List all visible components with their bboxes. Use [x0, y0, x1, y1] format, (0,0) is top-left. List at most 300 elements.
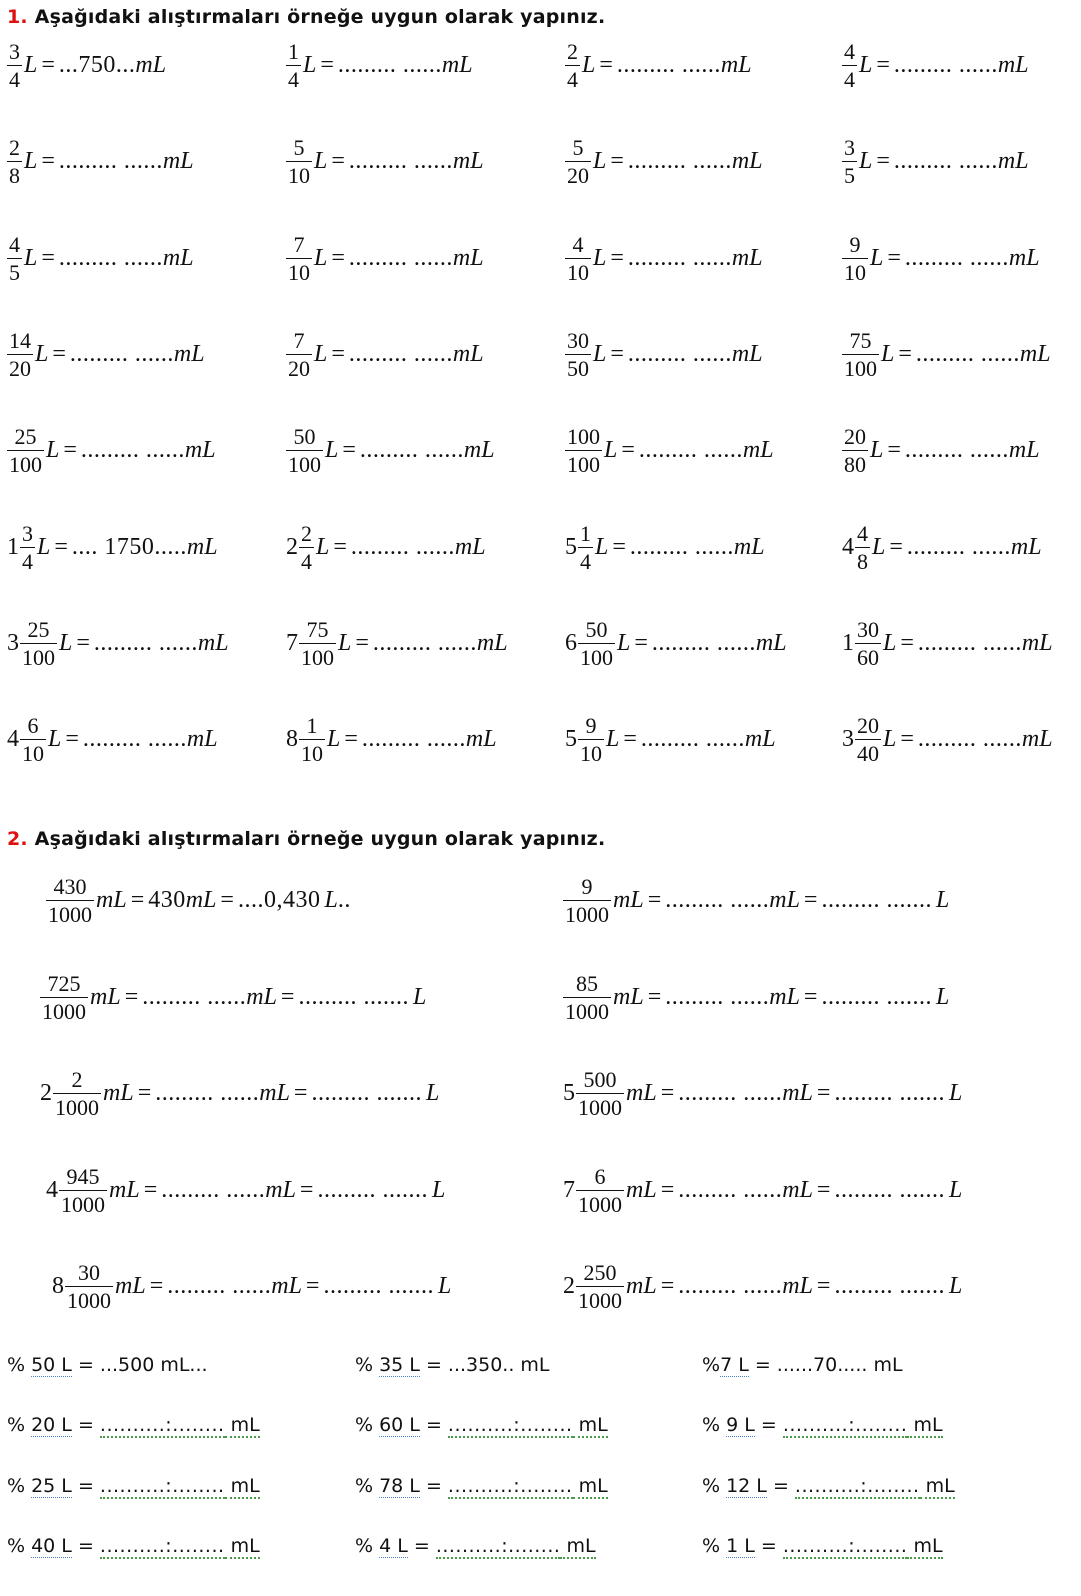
- unit-milliliter: mL: [454, 533, 486, 560]
- numerator: 75: [849, 327, 872, 353]
- denominator: 40: [857, 741, 879, 767]
- unit-milliliter: mL: [1010, 533, 1042, 560]
- equals-sign: =: [41, 52, 55, 78]
- whole-number: 7: [286, 629, 298, 656]
- numerator: 1: [306, 713, 318, 739]
- unit-milliliter: mL: [907, 1534, 943, 1557]
- unit-liter: L: [883, 629, 897, 656]
- unit-milliliter: mL: [1019, 340, 1051, 367]
- percent-sign: %: [7, 1474, 32, 1497]
- unit-milliliter: mL: [185, 887, 217, 913]
- unit-milliliter: mL: [782, 1273, 813, 1299]
- answer-blank[interactable]: ......... ......: [69, 340, 174, 367]
- fraction: [53, 1066, 101, 1121]
- equals-sign: =: [344, 726, 358, 753]
- unit-liter: L: [870, 437, 884, 464]
- unit-milliliter: mL: [733, 533, 765, 560]
- liter-to-ml-exercise: [286, 327, 484, 382]
- unit-liter: L: [48, 726, 62, 753]
- numerator: 4: [857, 520, 868, 546]
- intermediate-blank[interactable]: ......... ......: [678, 1080, 783, 1106]
- unit-liter: L: [338, 629, 352, 656]
- unit-liter: L: [948, 1176, 963, 1203]
- equals-sign: =: [299, 1176, 314, 1203]
- unit-milliliter: mL: [572, 1474, 608, 1497]
- equals-sign: =: [660, 1273, 675, 1299]
- numerator: 4: [9, 231, 20, 257]
- intermediate-blank[interactable]: ......... ......: [665, 983, 770, 1010]
- unit-milliliter: mL: [626, 1176, 657, 1203]
- fraction: [7, 327, 33, 382]
- percent-sign: %: [7, 1414, 32, 1437]
- answer-blank[interactable]: ......... ......: [651, 629, 756, 656]
- equals-sign: =: [124, 983, 139, 1010]
- unit-milliliter: mL: [135, 52, 167, 78]
- answer-blank[interactable]: .... 1750.....: [71, 533, 187, 560]
- answer-blank[interactable]: ......... ......: [616, 52, 721, 78]
- denominator: 100: [288, 452, 321, 478]
- denominator: 1000: [48, 902, 92, 927]
- answer-blank[interactable]: ......... ......: [904, 437, 1009, 464]
- intermediate-blank[interactable]: ......... ......: [167, 1273, 272, 1299]
- unit-milliliter: mL: [476, 629, 508, 656]
- denominator: 1000: [61, 1191, 105, 1217]
- equals-sign: =: [900, 629, 914, 656]
- unit-milliliter: mL: [452, 148, 484, 175]
- fraction: [563, 970, 611, 1025]
- denominator: 100: [22, 644, 55, 670]
- equals-sign: =: [623, 726, 637, 753]
- fraction: [565, 327, 591, 382]
- liter-to-ml-exercise: [842, 616, 1053, 671]
- answer-blank[interactable]: ......... .......: [834, 1273, 945, 1299]
- denominator: 10: [567, 259, 589, 285]
- liter-to-ml-exercise: [565, 327, 763, 382]
- equals-sign: =: [65, 726, 79, 753]
- unit-milliliter: mL: [162, 148, 194, 175]
- denominator: 4: [301, 548, 312, 574]
- equals-sign: =: [610, 244, 624, 271]
- fraction: [855, 616, 881, 671]
- answer-blank[interactable]: ......... ......: [627, 340, 732, 367]
- equals-sign: =: [220, 887, 234, 913]
- ml-to-liter-exercise: [563, 1259, 962, 1314]
- fraction: [576, 1163, 624, 1218]
- equals-sign: =: [816, 1176, 831, 1203]
- numerator: 6: [594, 1163, 606, 1189]
- fraction: [842, 38, 857, 93]
- equals-sign: =: [610, 340, 624, 367]
- equals-sign: =: [76, 629, 90, 656]
- equals-sign: =: [900, 726, 914, 753]
- percent-exercise: [7, 1475, 260, 1497]
- fraction: [855, 712, 881, 767]
- answer-blank[interactable]: ......... .......: [821, 983, 932, 1010]
- liter-to-ml-exercise: [842, 231, 1040, 286]
- fraction: [286, 134, 312, 189]
- equals-sign: =: [71, 1534, 100, 1557]
- answer-blank[interactable]: ......... ......: [361, 726, 466, 753]
- numerator: 6: [27, 713, 39, 739]
- fraction: [842, 327, 879, 382]
- whole-number: 5: [565, 726, 577, 753]
- answer-blank[interactable]: ..........:........: [99, 1414, 225, 1437]
- equals-sign: =: [889, 533, 903, 560]
- unit-milliliter: mL: [224, 1474, 260, 1497]
- answer-blank[interactable]: ......... ......: [93, 629, 198, 656]
- equals-sign: =: [887, 244, 901, 271]
- answer-blank[interactable]: ......... ......: [904, 244, 1009, 271]
- unit-milliliter: mL: [1021, 629, 1053, 656]
- unit-milliliter: mL: [224, 1414, 260, 1437]
- equals-sign: =: [333, 533, 347, 560]
- equals-sign: =: [305, 1273, 320, 1299]
- answer-blank[interactable]: ..........:........: [99, 1534, 225, 1557]
- unit-milliliter: mL: [1021, 726, 1053, 753]
- answer-blank[interactable]: ......... ......: [640, 726, 745, 753]
- denominator: 60: [857, 644, 879, 670]
- whole-number: 3: [842, 726, 854, 753]
- answer-blank[interactable]: ......... ......: [337, 52, 442, 78]
- unit-milliliter: mL: [109, 1176, 140, 1203]
- answer-blank[interactable]: ......... .......: [834, 1176, 945, 1203]
- liter-to-ml-exercise: [286, 423, 495, 478]
- unit-liter: L: [59, 629, 73, 656]
- answer-blank[interactable]: ......... ......: [893, 148, 998, 175]
- whole-number: 4: [7, 726, 19, 753]
- numerator: 75: [306, 616, 329, 642]
- equals-sign: =: [331, 148, 345, 175]
- unit-liter: L: [604, 437, 618, 464]
- numerator: 4: [844, 39, 855, 64]
- denominator: 100: [9, 452, 42, 478]
- percent-value: 50 L: [31, 1354, 72, 1376]
- fraction: [842, 134, 857, 189]
- fraction: [563, 873, 611, 928]
- unit-liter: L: [593, 340, 607, 367]
- liter-to-ml-exercise: [565, 231, 763, 286]
- percent-value: 60 L: [379, 1414, 420, 1437]
- denominator: 20: [9, 355, 31, 381]
- answer-blank[interactable]: ......... ......: [629, 533, 734, 560]
- liter-to-ml-exercise: [7, 616, 229, 671]
- unit-liter: L: [859, 52, 873, 78]
- answer-blank[interactable]: ......... .......: [323, 1273, 434, 1299]
- answer-blank[interactable]: ......70.....: [776, 1354, 868, 1376]
- whole-number: 5: [565, 533, 577, 560]
- answer-blank[interactable]: ......... ......: [359, 437, 464, 464]
- numerator: 100: [567, 424, 600, 450]
- unit-liter: L: [324, 887, 338, 913]
- percent-sign: %: [355, 1414, 380, 1437]
- numerator: 9: [849, 231, 861, 257]
- unit-milliliter: mL: [271, 1273, 302, 1299]
- section-1-heading: [7, 6, 605, 28]
- liter-to-ml-exercise: [565, 616, 787, 671]
- unit-milliliter: mL: [259, 1080, 290, 1106]
- numerator: 30: [857, 616, 879, 642]
- unit-liter: L: [37, 533, 51, 560]
- equals-sign: =: [754, 1414, 783, 1437]
- unit-milliliter: mL: [246, 983, 277, 1010]
- equals-sign: =: [898, 340, 912, 367]
- answer-blank[interactable]: ..........:........: [435, 1534, 561, 1557]
- percent-value: 12 L: [726, 1474, 767, 1497]
- unit-milliliter: mL: [919, 1474, 955, 1497]
- answer-blank[interactable]: ..........:........: [782, 1414, 908, 1437]
- answer-blank[interactable]: ......... ......: [638, 437, 743, 464]
- ml-to-liter-exercise: [563, 873, 949, 928]
- equals-sign: =: [419, 1354, 448, 1376]
- answer-blank[interactable]: ......... ......: [82, 726, 187, 753]
- numerator: 9: [585, 713, 597, 739]
- equals-sign: =: [419, 1474, 448, 1497]
- unit-liter: L: [948, 1080, 963, 1106]
- denominator: 4: [844, 67, 855, 92]
- fraction: [7, 423, 44, 478]
- unit-milliliter: mL: [514, 1354, 550, 1376]
- answer-blank[interactable]: ..........:........: [447, 1414, 573, 1437]
- unit-milliliter: mL: [186, 533, 218, 560]
- percent-exercise: [702, 1354, 903, 1376]
- whole-number: 8: [52, 1273, 64, 1299]
- denominator: 4: [567, 67, 578, 92]
- answer-blank[interactable]: ..........:........: [447, 1474, 573, 1497]
- answer-blank[interactable]: ..........:........: [99, 1474, 225, 1497]
- denominator: 20: [288, 355, 310, 381]
- unit-milliliter: mL: [742, 437, 774, 464]
- answer-blank[interactable]: ......... ......: [906, 533, 1011, 560]
- liter-to-ml-exercise: [7, 423, 216, 478]
- unit-milliliter: mL: [452, 340, 484, 367]
- ml-to-liter-exercise: [46, 873, 351, 928]
- percent-sign: %: [7, 1534, 32, 1557]
- denominator: 10: [288, 163, 310, 189]
- intermediate-blank[interactable]: ......... ......: [161, 1176, 266, 1203]
- unit-milliliter: mL: [115, 1273, 146, 1299]
- answer-blank[interactable]: ..........:........: [794, 1474, 920, 1497]
- unit-liter: L: [872, 533, 886, 560]
- percent-sign: %: [702, 1474, 727, 1497]
- liter-to-ml-exercise: [286, 616, 508, 671]
- denominator: 100: [844, 355, 877, 381]
- liter-to-ml-exercise: [286, 134, 484, 189]
- whole-number: 2: [563, 1273, 575, 1299]
- unit-milliliter: mL: [731, 340, 763, 367]
- numerator: 7: [293, 231, 305, 257]
- liter-to-ml-exercise: [286, 231, 484, 286]
- unit-milliliter: mL: [173, 340, 205, 367]
- section-2-heading: [7, 828, 605, 850]
- liter-to-ml-exercise: [565, 38, 752, 93]
- unit-milliliter: mL: [572, 1414, 608, 1437]
- equals-sign: =: [816, 1080, 831, 1106]
- answer-blank[interactable]: ...350..: [447, 1354, 515, 1376]
- answer-blank[interactable]: ...750...: [58, 52, 136, 78]
- fraction: [7, 231, 22, 286]
- fraction: [565, 38, 580, 93]
- unit-milliliter: mL: [867, 1354, 903, 1376]
- percent-value: 1 L: [726, 1534, 755, 1557]
- percent-exercise: [7, 1414, 260, 1436]
- fraction: [59, 1163, 107, 1218]
- equals-sign: =: [320, 52, 334, 78]
- fraction: [299, 520, 314, 575]
- percent-exercise: [702, 1475, 955, 1497]
- denominator: 100: [580, 644, 613, 670]
- unit-milliliter: mL: [441, 52, 473, 78]
- equals-sign: =: [41, 148, 55, 175]
- fraction: [578, 712, 604, 767]
- denominator: 100: [301, 644, 334, 670]
- fraction: [7, 38, 22, 93]
- fraction: [40, 970, 88, 1025]
- denominator: 4: [9, 67, 20, 92]
- unit-liter: L: [935, 983, 950, 1010]
- answer-blank[interactable]: ......... ......: [915, 340, 1020, 367]
- liter-to-ml-exercise: [842, 423, 1040, 478]
- numerator: 30: [567, 327, 589, 353]
- ml-to-liter-exercise: [40, 1066, 439, 1121]
- answer-blank[interactable]: ......... .......: [834, 1080, 945, 1106]
- fraction: [299, 616, 336, 671]
- whole-number: 7: [563, 1176, 575, 1203]
- equals-sign: =: [54, 533, 68, 560]
- equals-sign: =: [342, 437, 356, 464]
- ml-to-liter-exercise: [40, 970, 426, 1025]
- intermediate-blank[interactable]: ......... ......: [665, 887, 770, 913]
- unit-liter: L: [35, 340, 49, 367]
- answer-blank[interactable]: ......... ......: [80, 437, 185, 464]
- denominator: 80: [844, 452, 866, 478]
- answer-tail: ..: [337, 887, 351, 913]
- unit-milliliter: mL: [755, 629, 787, 656]
- unit-milliliter: mL: [463, 437, 495, 464]
- unit-milliliter: mL: [613, 983, 644, 1010]
- answer-blank[interactable]: ......... ......: [58, 148, 163, 175]
- unit-liter: L: [314, 148, 328, 175]
- numerator: 85: [576, 970, 598, 996]
- numerator: 3: [9, 39, 20, 64]
- unit-milliliter: mL: [769, 887, 800, 913]
- equals-sign: =: [63, 437, 77, 464]
- unit-milliliter: mL: [907, 1414, 943, 1437]
- equals-sign: =: [407, 1534, 436, 1557]
- section-1-title: Aşağıdaki alıştırmaları örneğe uygun olarak yapınız.: [34, 6, 606, 28]
- unit-liter: L: [431, 1176, 446, 1203]
- percent-value: 35 L: [379, 1354, 420, 1376]
- intermediate-blank[interactable]: ......... ......: [155, 1080, 260, 1106]
- numerator: 2: [301, 520, 312, 546]
- denominator: 4: [580, 548, 591, 574]
- answer-blank[interactable]: ......... .......: [298, 983, 409, 1010]
- answer-blank[interactable]: ......... .......: [821, 887, 932, 913]
- percent-value: 7 L: [720, 1354, 749, 1376]
- denominator: 1000: [565, 998, 609, 1024]
- denominator: 8: [9, 163, 20, 189]
- numerator: 20: [844, 424, 866, 450]
- unit-milliliter: mL: [162, 244, 194, 271]
- answer-blank[interactable]: ......... ......: [348, 340, 453, 367]
- answer-blank[interactable]: ......... ......: [58, 244, 163, 271]
- whole-number: 6: [565, 629, 577, 656]
- denominator: 10: [22, 741, 44, 767]
- equals-sign: =: [355, 629, 369, 656]
- intermediate-blank[interactable]: 430: [148, 887, 186, 913]
- numerator: 430: [53, 874, 87, 899]
- unit-milliliter: mL: [731, 148, 763, 175]
- answer-blank[interactable]: ......... ......: [627, 148, 732, 175]
- equals-sign: =: [331, 340, 345, 367]
- answer-blank[interactable]: ......... ......: [893, 52, 998, 78]
- answer-blank[interactable]: ...500 mL...: [99, 1354, 208, 1376]
- answer-blank[interactable]: ......... ......: [372, 629, 477, 656]
- numerator: 9: [581, 874, 593, 899]
- numerator: 2: [9, 135, 20, 161]
- denominator: 20: [567, 163, 589, 189]
- unit-liter: L: [437, 1273, 452, 1299]
- intermediate-blank[interactable]: ......... ......: [142, 983, 247, 1010]
- unit-liter: L: [606, 726, 620, 753]
- answer-blank[interactable]: ..........:........: [782, 1534, 908, 1557]
- section-1-number: 1.: [7, 6, 28, 28]
- percent-exercise: [7, 1354, 208, 1376]
- answer-blank[interactable]: ......... ......: [917, 726, 1022, 753]
- denominator: 1000: [578, 1191, 622, 1217]
- liter-to-ml-exercise: [842, 134, 1029, 189]
- percent-exercise: [7, 1535, 260, 1557]
- fraction: [286, 327, 312, 382]
- liter-to-ml-exercise: [7, 134, 194, 189]
- denominator: 8: [857, 548, 868, 574]
- numerator: 30: [78, 1260, 100, 1285]
- answer-blank[interactable]: ......... ......: [917, 629, 1022, 656]
- numerator: 500: [583, 1067, 617, 1092]
- unit-liter: L: [316, 533, 330, 560]
- answer-blank[interactable]: ......... ......: [627, 244, 732, 271]
- liter-to-ml-exercise: [286, 520, 486, 575]
- equals-sign: =: [803, 983, 818, 1010]
- unit-liter: L: [859, 148, 873, 175]
- denominator: 1000: [578, 1095, 622, 1120]
- unit-milliliter: mL: [1008, 437, 1040, 464]
- fraction: [46, 873, 94, 928]
- unit-milliliter: mL: [1008, 244, 1040, 271]
- equals-sign: =: [621, 437, 635, 464]
- section-2-number: 2.: [7, 828, 28, 850]
- equals-sign: =: [280, 983, 295, 1010]
- intermediate-blank[interactable]: ......... ......: [678, 1273, 783, 1299]
- denominator: 10: [844, 259, 866, 285]
- numerator: 50: [585, 616, 608, 642]
- equals-sign: =: [647, 887, 662, 913]
- whole-number: 5: [563, 1080, 575, 1106]
- numerator: 50: [293, 424, 316, 450]
- answer-blank[interactable]: ......... ......: [350, 533, 455, 560]
- answer-blank[interactable]: ......... .......: [311, 1080, 422, 1106]
- unit-liter: L: [582, 52, 596, 78]
- percent-exercise: [355, 1475, 608, 1497]
- liter-to-ml-exercise: [565, 520, 765, 575]
- intermediate-blank[interactable]: ......... ......: [678, 1176, 783, 1203]
- unit-liter: L: [425, 1080, 440, 1106]
- answer-blank[interactable]: ....0,430: [237, 887, 321, 913]
- ml-to-liter-exercise: [46, 1163, 445, 1218]
- answer-blank[interactable]: ......... .......: [317, 1176, 428, 1203]
- answer-blank[interactable]: ......... ......: [348, 148, 453, 175]
- equals-sign: =: [816, 1273, 831, 1299]
- answer-blank[interactable]: ......... ......: [348, 244, 453, 271]
